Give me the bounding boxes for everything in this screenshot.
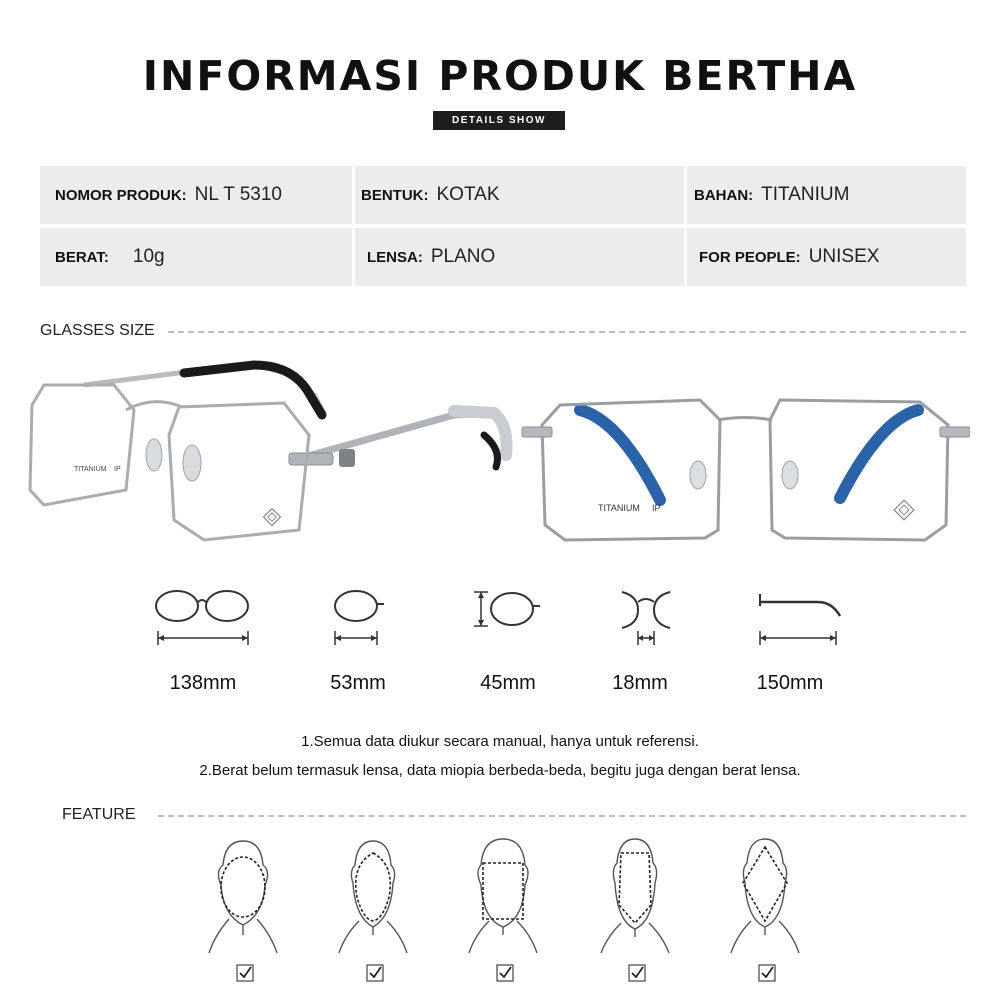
spec-cell-shape <box>355 166 684 224</box>
section-divider <box>158 331 966 333</box>
spec-value: KOTAK <box>436 184 500 205</box>
glasses-angle-view-image <box>14 355 514 555</box>
bridge-width-value: 18mm <box>612 672 668 694</box>
emblem-icon <box>264 509 281 526</box>
note-1: 1.Semua data diukur secara manual, hanya untuk referensi. <box>301 733 699 750</box>
page-title: INFORMASI PRODUK BERTHA <box>142 52 858 100</box>
temple-length-icon <box>756 590 846 648</box>
spec-cell-for-people <box>687 228 966 286</box>
check-icon <box>496 964 514 982</box>
lens-height-icon <box>470 588 542 632</box>
titanium-mark: TITANIUM <box>598 503 640 513</box>
lens-height-value: 45mm <box>480 672 536 694</box>
oval-face-icon <box>335 835 410 955</box>
total-width-icon <box>152 588 254 648</box>
feature-heading: FEATURE <box>62 806 145 824</box>
emblem-icon <box>894 500 914 520</box>
temple-length-value: 150mm <box>756 672 824 694</box>
spec-value: UNISEX <box>808 246 880 267</box>
ip-mark: IP <box>114 466 121 473</box>
spec-cell-lens <box>355 228 684 286</box>
spec-label: NOMOR PRODUK: <box>55 186 187 204</box>
check-icon <box>236 964 254 982</box>
note-2: 2.Berat belum termasuk lensa, data miopia berbeda-beda, begitu juga dengan berat lensa. <box>199 762 801 779</box>
square-face-icon <box>465 835 540 955</box>
spec-label: LENSA: <box>367 248 423 266</box>
diamond-face-icon <box>727 835 802 955</box>
round-face-icon <box>205 835 280 955</box>
long-face-icon <box>597 835 672 955</box>
spec-value: PLANO <box>430 246 496 267</box>
check-icon <box>628 964 646 982</box>
glasses-front-view-image <box>520 380 970 555</box>
spec-label: BERAT: <box>55 248 109 266</box>
section-divider <box>158 815 966 817</box>
spec-cell-weight <box>40 228 352 286</box>
spec-cell-material <box>687 166 966 224</box>
total-width-value: 138mm <box>169 672 237 694</box>
spec-value: NL T 5310 <box>194 184 282 205</box>
glasses-size-heading: GLASSES SIZE <box>40 322 165 340</box>
titanium-mark: TITANIUM <box>74 466 107 473</box>
ip-mark: IP <box>652 503 661 513</box>
spec-value: 10g <box>132 246 165 267</box>
lens-width-value: 53mm <box>330 672 386 694</box>
check-icon <box>758 964 776 982</box>
spec-label: BAHAN: <box>694 186 754 204</box>
spec-label: FOR PEOPLE: <box>699 248 801 266</box>
spec-cell-product-number <box>40 166 352 224</box>
check-icon <box>366 964 384 982</box>
details-show-badge: DETAILS SHOW <box>433 111 565 130</box>
spec-label: BENTUK: <box>361 186 429 204</box>
spec-value: TITANIUM <box>761 184 850 205</box>
lens-width-icon <box>330 588 386 648</box>
bridge-width-icon <box>618 588 674 648</box>
